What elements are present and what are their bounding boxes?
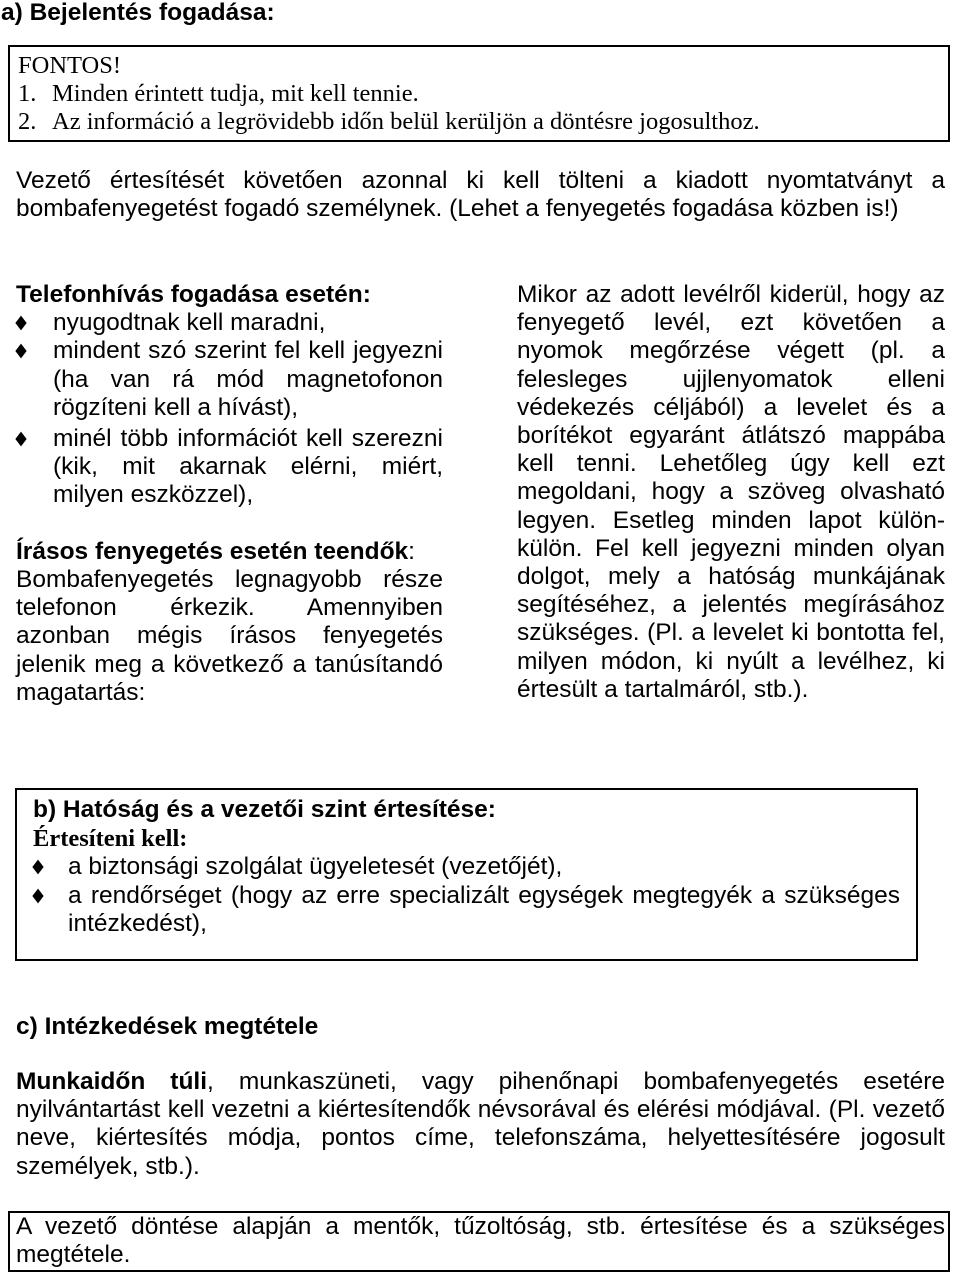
- intro-line: bombafenyegetést fogadó személynek. (Lehet a fenyegetés fogadása közben is!): [16, 195, 899, 223]
- diamond-bullet-icon: [15, 432, 26, 447]
- section-a-heading: a) Bejelentés fogadása:: [1, 0, 275, 26]
- bullet-line: minél több információt kell szerezni: [53, 425, 443, 453]
- section-c-heading: c) Intézkedések megtétele: [16, 1013, 319, 1040]
- decision-line: A vezető döntése alapján a mentők, tűzoltóság, stb. értesítése és a szükséges: [16, 1213, 945, 1240]
- measures-paragraph: [16, 1068, 945, 1181]
- phone-call-bullet: [16, 309, 443, 337]
- letter-handling-line: legyen. Esetleg minden lapot külön-: [517, 506, 945, 534]
- blank-line: [16, 510, 443, 538]
- letter-handling-line: szükséges. (Pl. a levelet ki bontotta fel,: [517, 619, 945, 647]
- diamond-bullet-icon: [32, 888, 43, 903]
- item-number: 2.: [18, 108, 37, 135]
- written-threat-heading: [16, 538, 443, 566]
- bullet-line: nyugodtnak kell maradni,: [53, 309, 326, 337]
- bullet-line: a biztonsági szolgálat ügyeletesét (vezetőjét),: [68, 853, 563, 880]
- letter-handling-line: külön. Fel kell jegyezni minden olyan: [517, 534, 945, 562]
- bullet-line: (ha van rá mód magnetofonon: [53, 365, 443, 393]
- notify-label: Értesíteni kell:: [33, 824, 188, 852]
- bullet-line: (kik, mit akarnak elérni, miért,: [53, 453, 443, 481]
- written-threat-line: Bombafenyegetés legnagyobb része: [16, 566, 443, 594]
- item-text: Minden érintett tudja, mit kell tennie.: [52, 80, 419, 107]
- item-text: Az információ a legrövidebb időn belül kerüljön a döntésre jogosulthoz.: [52, 108, 760, 135]
- letter-handling-line: dolgot, mely a hatóság munkájának: [517, 563, 945, 591]
- important-box: [8, 45, 950, 142]
- bullet-line: a rendőrséget (hogy az erre specializált egységek megtegyék a szükséges: [68, 881, 900, 909]
- bullet-line: mindent szó szerint fel kell jegyezni: [53, 337, 443, 365]
- letter-handling-line: értesült a tartalmáról, stb.).: [517, 675, 809, 703]
- left-column: [16, 281, 443, 707]
- important-item: [18, 80, 940, 108]
- important-item: [18, 108, 940, 136]
- measures-line: személyek, stb.).: [16, 1152, 200, 1180]
- measures-line: [16, 1068, 945, 1096]
- written-threat-heading-colon: :: [408, 537, 415, 565]
- letter-handling-line: fenyegető levél, ezt követően a: [517, 309, 945, 337]
- phone-call-heading: Telefonhívás fogadása esetén:: [16, 281, 371, 308]
- notify-bullet: [33, 882, 900, 939]
- bullet-line: rögzíteni kell a hívást),: [53, 393, 299, 421]
- phone-call-bullet: [16, 425, 443, 510]
- measures-line: nyilvántartást kell vezetni a kiértesítendők névsorával és elérési módjával. (Pl. vezető: [16, 1096, 945, 1124]
- letter-handling-line: milyen módon, ki nyúlt a levélhez, ki: [517, 647, 945, 675]
- bullet-line: intézkedést),: [68, 910, 207, 937]
- written-threat-line: azonban mégis írásos fenyegetés: [16, 622, 443, 650]
- diamond-bullet-icon: [15, 316, 26, 331]
- written-threat-line: telefonon érkezik. Amennyiben: [16, 594, 443, 622]
- bullet-line: milyen eszközzel),: [53, 481, 254, 509]
- right-column: [517, 281, 945, 704]
- diamond-bullet-icon: [15, 344, 26, 359]
- intro-paragraph: [16, 167, 945, 223]
- decision-line: megtétele.: [16, 1241, 131, 1269]
- measures-lead-rest: , munkaszüneti, vagy pihenőnapi bombafenyegetés esetére: [207, 1068, 946, 1095]
- written-threat-line: magatartás:: [16, 678, 146, 706]
- letter-handling-line: felesleges ujjlenyomatok elleni: [517, 365, 945, 393]
- written-threat-heading-text: Írásos fenyegetés esetén teendők: [16, 537, 409, 565]
- letter-handling-line: megoldani, hogy a szöveg olvasható: [517, 478, 945, 506]
- section-b-heading: b) Hatóság és a vezetői szint értesítése:: [33, 796, 496, 823]
- letter-handling-line: segítéséhez, a jelentés megírásához: [517, 591, 945, 619]
- letter-handling-line: védekezés céljából) a levelet és a: [517, 393, 945, 421]
- diamond-bullet-icon: [32, 860, 43, 875]
- important-title: FONTOS!: [18, 52, 122, 79]
- letter-handling-line: borítékot egyaránt átlátszó mappába: [517, 422, 945, 450]
- decision-box: [8, 1211, 950, 1272]
- letter-handling-line: nyomok megőrzése végett (pl. a: [517, 337, 945, 365]
- intro-line: Vezető értesítését követően azonnal ki kell tölteni a kiadott nyomtatványt a: [16, 167, 945, 194]
- notify-bullet: [33, 853, 900, 882]
- written-threat-line: jelenik meg a következő a tanúsítandó: [16, 650, 443, 678]
- phone-call-bullet: [16, 337, 443, 422]
- measures-line: neve, kiértesítés módja, pontos címe, telefonszáma, helyettesítésére jogosult: [16, 1124, 945, 1152]
- letter-handling-line: Mikor az adott levélről kiderül, hogy az: [517, 281, 945, 308]
- measures-bold-lead: Munkaidőn túli: [16, 1068, 208, 1095]
- authority-notification-box: [15, 788, 918, 961]
- item-number: 1.: [18, 80, 37, 107]
- letter-handling-line: kell tenni. Lehetőleg úgy kell ezt: [517, 450, 945, 478]
